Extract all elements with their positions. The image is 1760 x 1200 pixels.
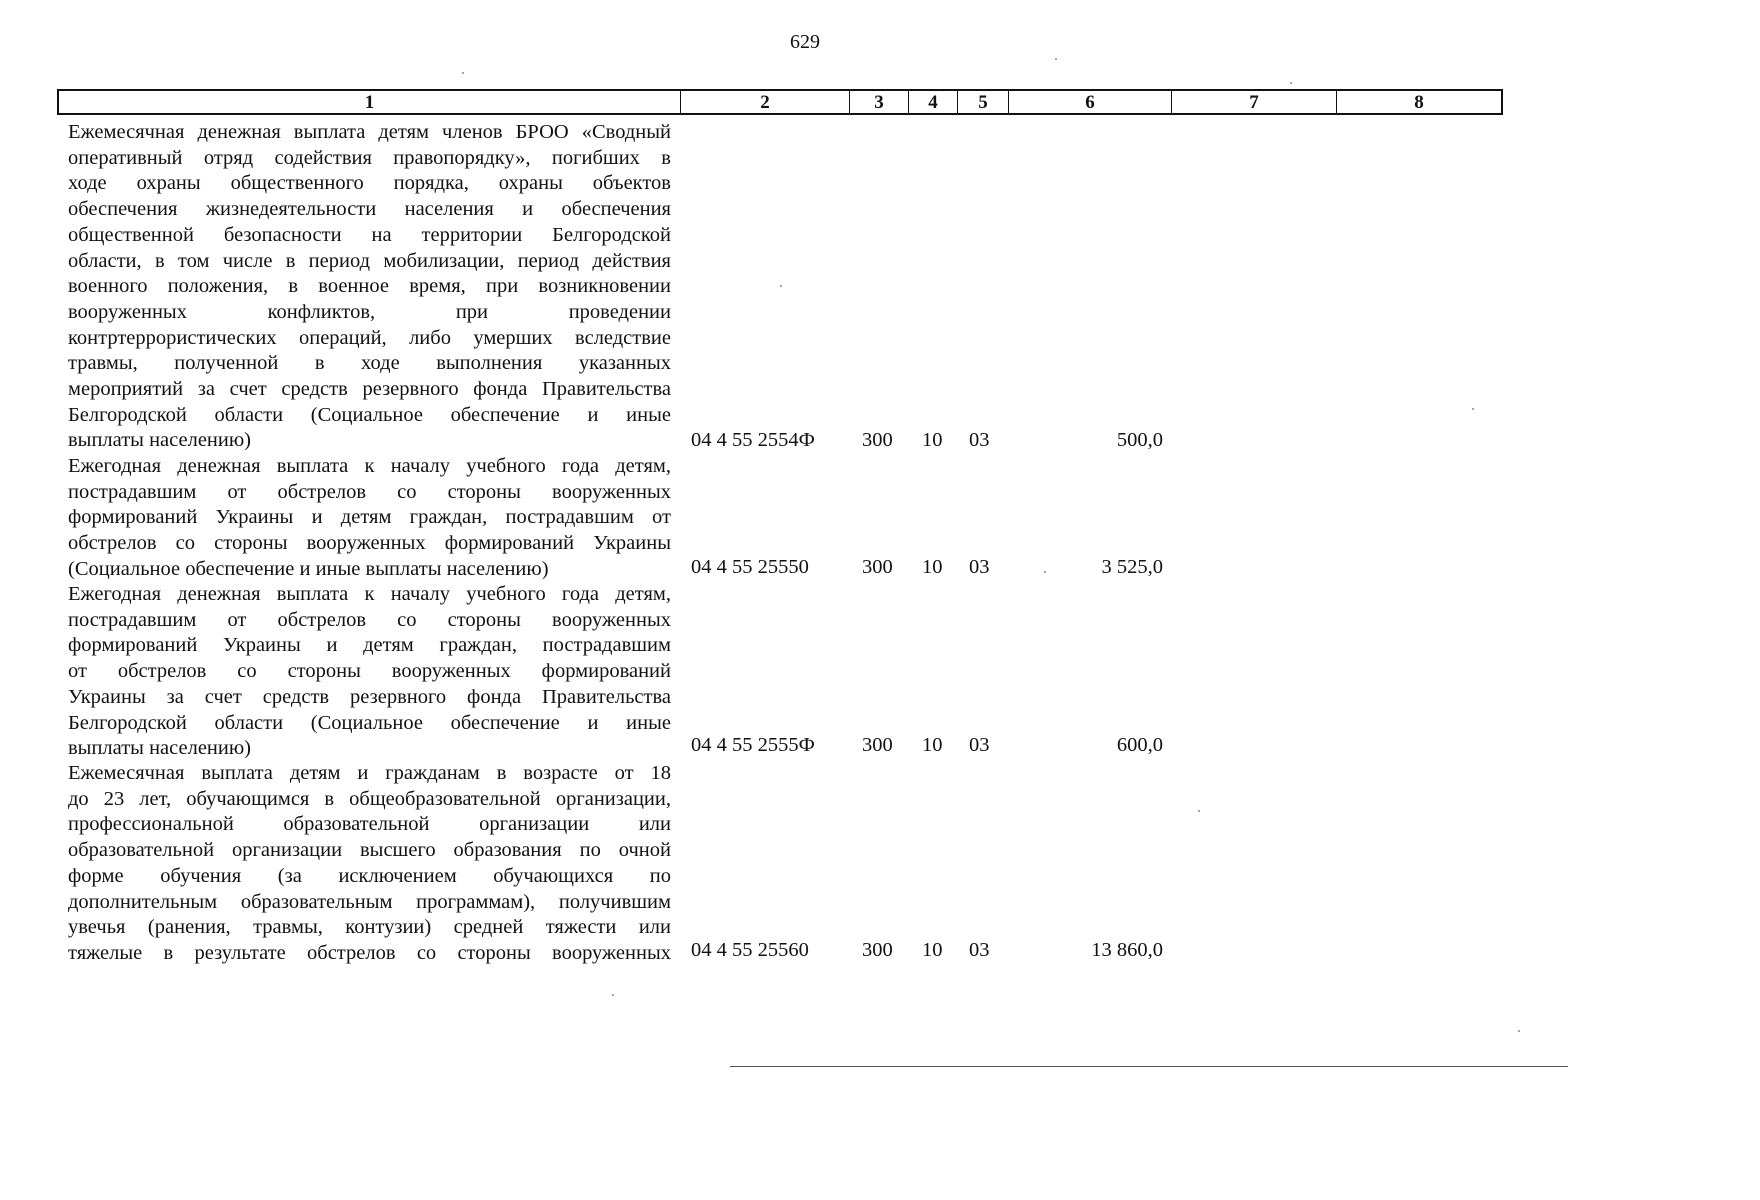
description-line: от обстрелов со стороны вооруженных формирований (68, 660, 671, 683)
col5-value: 03 (969, 939, 990, 961)
description-line: Белгородской области (Социальное обеспечение и иные (68, 403, 671, 426)
description-line: Ежемесячная денежная выплата детям членов БРОО «Сводный (68, 121, 671, 143)
col5-value: 03 (969, 429, 990, 451)
description-line: пострадавшим от обстрелов со стороны вооруженных (68, 480, 671, 503)
col4-value: 10 (922, 939, 943, 961)
header-cell-2: 2 (681, 91, 850, 113)
scan-speck (1472, 408, 1474, 410)
scan-edge-line (730, 1066, 1568, 1067)
col3-value: 300 (862, 939, 893, 961)
description-line: Ежегодная денежная выплата к началу учебного года детям, (68, 455, 671, 477)
description-line: формирований Украины и детям граждан, пострадавшим (68, 634, 671, 657)
header-cell-7: 7 (1172, 91, 1337, 113)
target-code: 04 4 55 2554Ф (691, 429, 815, 451)
col3-value: 300 (862, 429, 893, 451)
amount-value: 3 525,0 (1101, 556, 1163, 578)
description-line: Украины за счет средств резервного фонда Правительства (68, 685, 671, 708)
row-description (68, 761, 671, 967)
target-code: 04 4 55 25550 (691, 556, 809, 578)
description-line: пострадавшим от обстрелов со стороны вооруженных (68, 608, 671, 631)
scan-speck (1518, 1030, 1520, 1032)
description-line: ходе охраны общественного порядка, охраны объектов (68, 172, 671, 195)
row-description (68, 582, 671, 762)
description-line: тяжелые в результате обстрелов со стороны вооруженных (68, 941, 671, 964)
description-line: вооруженных конфликтов, при проведении (68, 300, 671, 323)
description-line: Белгородской области (Социальное обеспечение и иные (68, 711, 671, 734)
col5-value: 03 (969, 734, 990, 756)
description-line: обеспечения жизнедеятельности населения и обеспечения (68, 198, 671, 221)
scan-speck (780, 285, 782, 287)
scan-speck (1044, 571, 1046, 573)
description-line: мероприятий за счет средств резервного фонда Правительства (68, 378, 671, 401)
description-line: профессиональной образовательной организации или (68, 813, 671, 836)
description-line: обстрелов со стороны вооруженных формирований Украины (68, 532, 671, 555)
target-code: 04 4 55 25560 (691, 939, 809, 961)
description-line: выплаты населению) (68, 429, 252, 452)
col3-value: 300 (862, 556, 893, 578)
description-line: увечья (ранения, травмы, контузии) средней тяжести или (68, 916, 671, 939)
amount-value: 600,0 (1116, 734, 1163, 756)
row-description (68, 120, 671, 454)
scan-speck (1198, 810, 1200, 812)
description-line: Ежемесячная выплата детям и гражданам в возрасте от 18 (68, 762, 671, 784)
description-line: дополнительным образовательным программам), получившим (68, 890, 671, 913)
description-line: (Социальное обеспечение и иные выплаты населению) (68, 557, 549, 580)
header-cell-8: 8 (1414, 92, 1424, 113)
amount-value: 13 860,0 (1091, 939, 1163, 961)
description-line: формирований Украины и детям граждан, пострадавшим от (68, 506, 671, 529)
description-line: до 23 лет, обучающимся в общеобразовательной организации, (68, 787, 671, 810)
col5-value: 03 (969, 556, 990, 578)
description-line: общественной безопасности на территории Белгородской (68, 223, 671, 246)
header-cell-6: 6 (1009, 91, 1172, 113)
scan-speck (1290, 82, 1292, 84)
description-line: военного положения, в военное время, при возникновении (68, 275, 671, 298)
page-number: 629 (790, 31, 820, 53)
col4-value: 10 (922, 556, 943, 578)
col4-value: 10 (922, 429, 943, 451)
description-line: выплаты населению) (68, 737, 252, 760)
description-line: области, в том числе в период мобилизации, период действия (68, 249, 671, 272)
description-line: форме обучения (за исключением обучающихся по (68, 864, 671, 887)
col4-value: 10 (922, 734, 943, 756)
table-header-row (57, 89, 1503, 115)
scan-speck (1055, 58, 1057, 60)
description-line: оперативный отряд содействия правопорядку», погибших в (68, 146, 671, 169)
scan-speck (612, 994, 614, 996)
header-cell-3: 3 (850, 91, 909, 113)
target-code: 04 4 55 2555Ф (691, 734, 815, 756)
description-line: контртеррористических операций, либо умерших вследствие (68, 326, 671, 349)
header-cell-1: 1 (59, 91, 681, 113)
col3-value: 300 (862, 734, 893, 756)
amount-value: 500,0 (1116, 429, 1163, 451)
scan-speck (462, 72, 464, 74)
description-line: травмы, полученной в ходе выполнения указанных (68, 352, 671, 375)
description-line: Ежегодная денежная выплата к началу учебного года детям, (68, 583, 671, 605)
header-cell-5: 5 (958, 91, 1009, 113)
header-cell-4: 4 (909, 91, 958, 113)
description-line: образовательной организации высшего образования по очной (68, 839, 671, 862)
row-description (68, 454, 671, 583)
